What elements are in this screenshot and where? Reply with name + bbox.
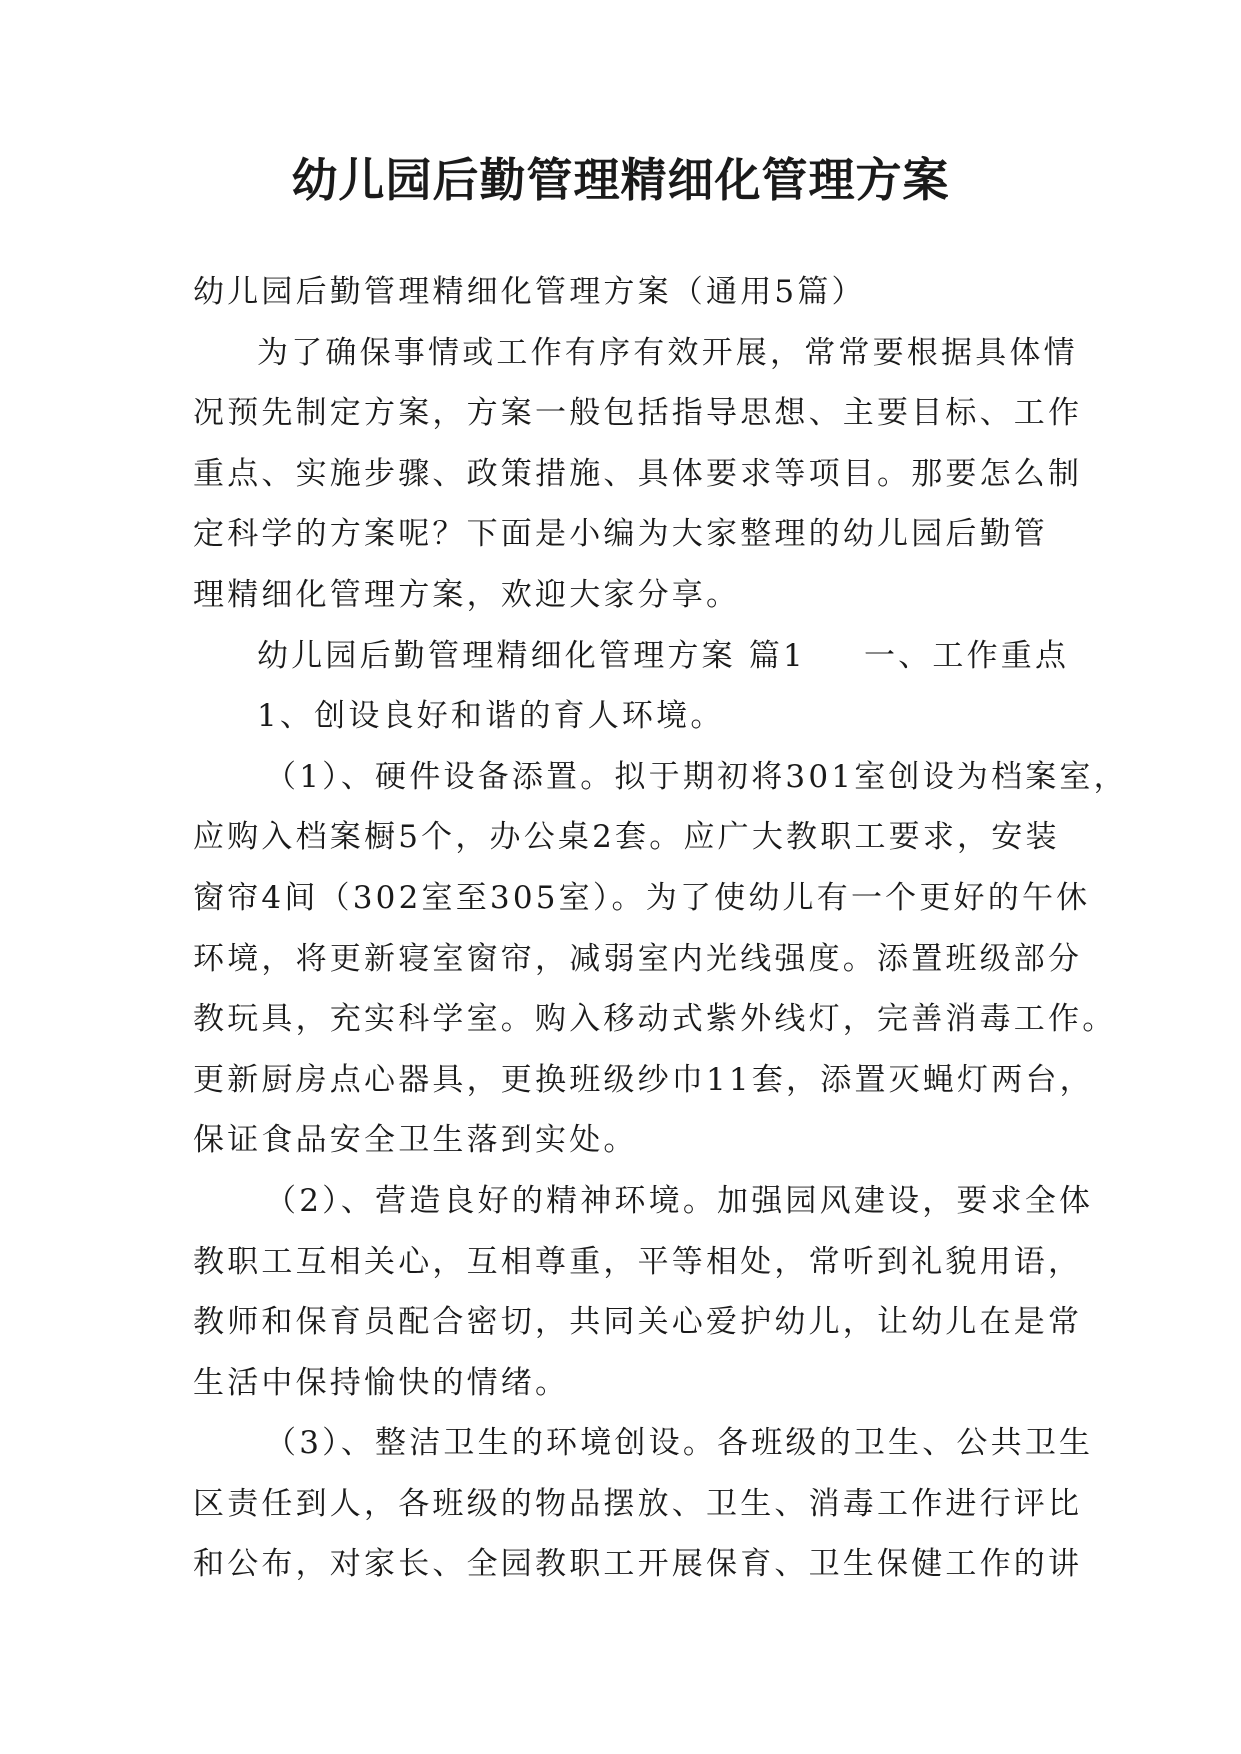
subtitle-line: 幼儿园后勤管理精细化管理方案（通用5篇） xyxy=(193,274,866,310)
section-heading: 幼儿园后勤管理精细化管理方案 篇1 xyxy=(257,637,806,674)
paragraph-line: 和公布，对家长、全园教职工开展保育、卫生保健工作的讲 xyxy=(193,1546,1083,1583)
paragraph-line: 更新厨房点心器具，更换班级纱巾11套，添置灭蝇灯两台， xyxy=(193,1061,1094,1098)
paragraph-line: （1）、硬件设备添置。拟于期初将301室创设为档案室， xyxy=(265,758,1128,795)
paragraph-line: 理精细化管理方案，欢迎大家分享。 xyxy=(193,576,741,613)
paragraph-line: 环境，将更新寝室窗帘，减弱室内光线强度。添置班级部分 xyxy=(193,940,1083,977)
document-body xyxy=(193,262,1128,1595)
paragraph-line: （3）、整洁卫生的环境创设。各班级的卫生、公共卫生 xyxy=(265,1425,1094,1462)
paragraph-line: 应购入档案橱5个，办公桌2套。应广大教职工要求，安装 xyxy=(193,819,1060,856)
paragraph-line: （2）、营造良好的精神环境。加强园风建设，要求全体 xyxy=(265,1182,1094,1219)
paragraph-line: 定科学的方案呢？下面是小编为大家整理的幼儿园后勤管 xyxy=(193,516,1048,553)
paragraph-line: 保证食品安全卫生落到实处。 xyxy=(193,1122,638,1159)
document-title: 幼儿园后勤管理精细化管理方案 xyxy=(291,153,950,207)
paragraph-line: 为了确保事情或工作有序有效开展，常常要根据具体情 xyxy=(257,334,1078,371)
paragraph-line: 教师和保育员配合密切，共同关心爱护幼儿，让幼儿在是常 xyxy=(193,1304,1083,1341)
paragraph-line: 教职工互相关心，互相尊重，平等相处，常听到礼貌用语， xyxy=(193,1243,1083,1280)
paragraph-line: 重点、实施步骤、政策措施、具体要求等项目。那要怎么制 xyxy=(193,455,1083,492)
paragraph-line: 区责任到人，各班级的物品摆放、卫生、消毒工作进行评比 xyxy=(193,1485,1083,1522)
section-heading-line xyxy=(193,626,1070,687)
paragraph-line: 生活中保持愉快的情绪。 xyxy=(193,1364,570,1401)
paragraph-line: 窗帘4间（302室至305室）。为了使幼儿有一个更好的午休 xyxy=(193,879,1091,916)
item-heading: 1、创设良好和谐的育人环境。 xyxy=(257,698,725,735)
paragraph-line: 况预先制定方案，方案一般包括指导思想、主要目标、工作 xyxy=(193,395,1083,432)
paragraph-line: 教玩具，充实科学室。购入移动式紫外线灯，完善消毒工作。 xyxy=(193,1001,1117,1038)
work-focus-heading: 一、工作重点 xyxy=(863,637,1070,674)
